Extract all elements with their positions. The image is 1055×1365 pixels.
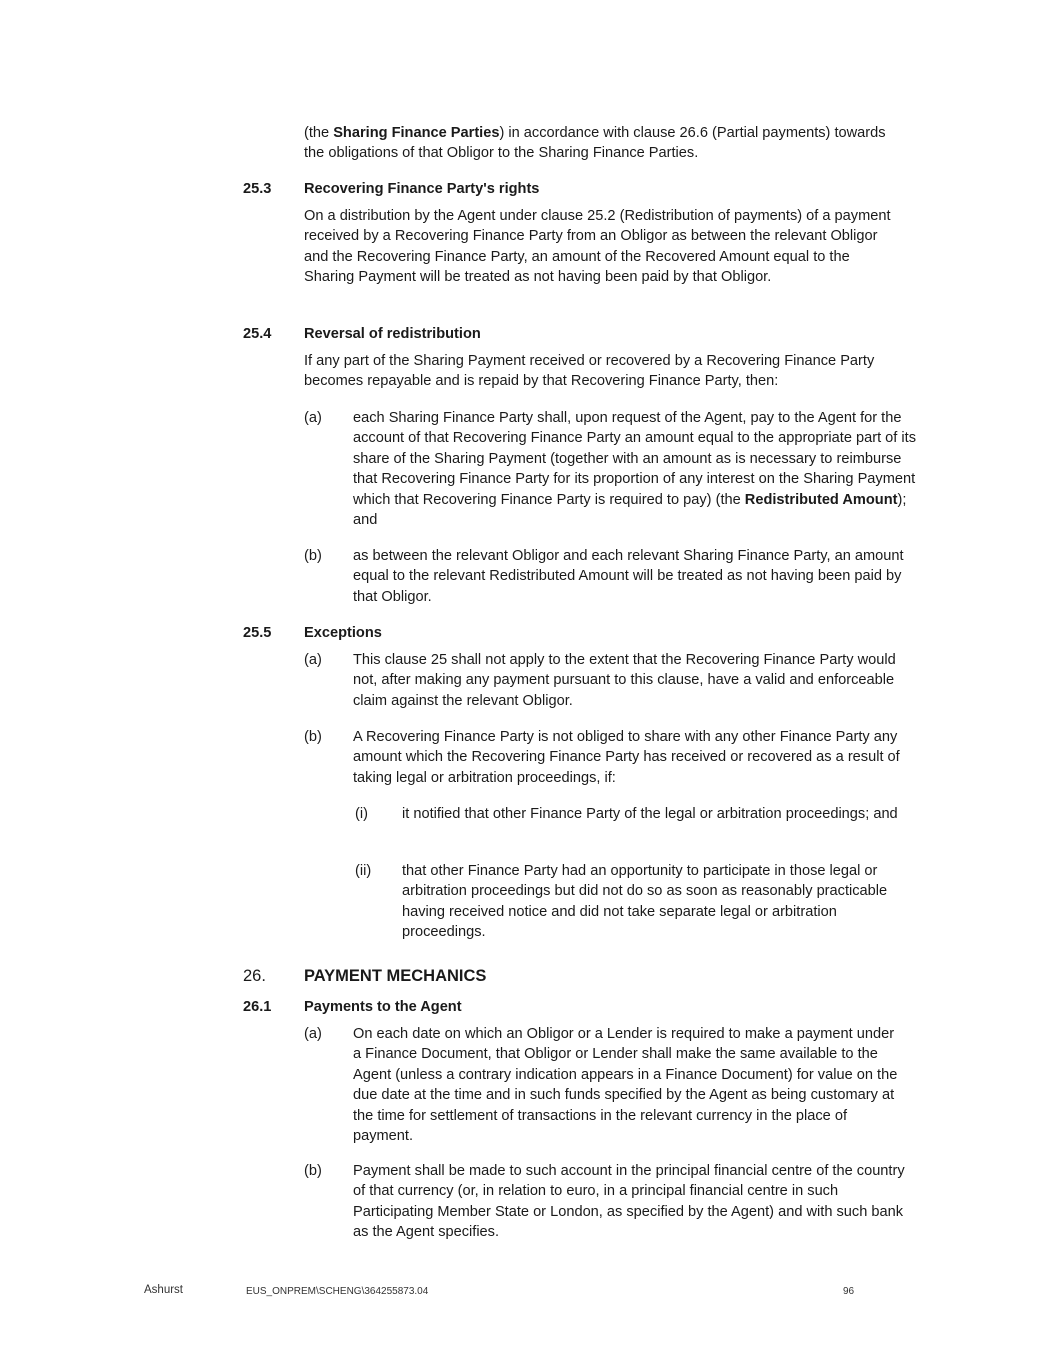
subclause-label: (b): [304, 548, 322, 564]
clause-paragraph: If any part of the Sharing Payment received or recovered by a Recovering Finance Party becomes repayable and is repaid by that Recovering Finance Party, then:: [304, 353, 875, 390]
sub-subclause-paragraph: it notified that other Finance Party of the legal or arbitration proceedings; and: [402, 806, 898, 822]
section-number: 26.: [243, 967, 266, 985]
clause-heading: Payments to the Agent: [304, 999, 462, 1015]
subclause-label: (a): [304, 410, 322, 426]
subclause-paragraph: as between the relevant Obligor and each relevant Sharing Finance Party, an amount equal to the relevant Redistributed Amount will be treated as not having been paid by that Obligor.: [353, 548, 904, 605]
clause-heading: Reversal of redistribution: [304, 326, 481, 342]
subclause-paragraph: A Recovering Finance Party is not obliged to share with any other Finance Party any amount which the Recovering Finance Party has received or recovered as a result of taking legal or arbitration proceedings, if:: [353, 729, 900, 786]
footer-doc-reference: EUS_ONPREM\SCHENG\364255873.04: [246, 1286, 429, 1297]
clause-heading: Recovering Finance Party's rights: [304, 181, 540, 197]
subclause-label: (b): [304, 729, 322, 745]
clause-heading: Exceptions: [304, 625, 382, 641]
clause-number: 25.4: [243, 326, 272, 342]
sub-subclause-paragraph: that other Finance Party had an opportunity to participate in those legal or arbitration proceedings but did not do so as soon as reasonably practicable having received notice and did not take separate legal or arbitration proceedings.: [402, 863, 888, 941]
subclause-label: (b): [304, 1163, 322, 1179]
clause-paragraph: On a distribution by the Agent under clause 25.2 (Redistribution of payments) of a payment received by a Recovering Finance Party from an Obligor as between the relevant Obligor and the Recovering Finance Party, an amount of the Recovered Amount equal to the Sharing Payment will be treated as not having been paid by that Obligor.: [304, 208, 891, 286]
clause-number: 25.5: [243, 625, 272, 641]
sub-subclause-label: (ii): [355, 863, 372, 879]
sub-subclause-label: (i): [355, 806, 368, 822]
defined-term: Redistributed Amount: [744, 491, 898, 508]
subclause-paragraph: each Sharing Finance Party shall, upon request of the Agent, pay to the Agent for the account of that Recovering Finance Party an amount equal to the appropriate part of its share of the Sharing Payment (together with an amount as is necessary to reimburse that Recovering Finance Party for its proportion of any interest on the Sharing Payment which that Recovering Finance Party is required to pay) (the Redistributed Amount); and: [353, 410, 917, 529]
page-number: 96: [843, 1286, 855, 1297]
footer-brand: Ashurst: [144, 1284, 183, 1296]
subclause-label: (a): [304, 652, 322, 668]
defined-term: Sharing Finance Parties: [333, 125, 500, 141]
subclause-paragraph: This clause 25 shall not apply to the extent that the Recovering Finance Party would not, after making any payment pursuant to this clause, have a valid and enforceable claim against the relevant Obligor.: [353, 652, 896, 709]
intro-paragraph: (the Sharing Finance Parties) in accordance with clause 26.6 (Partial payments) towards the obligations of that Obligor to the Sharing Finance Parties.: [304, 125, 886, 162]
section-title: PAYMENT MECHANICS: [304, 967, 487, 985]
subclause-paragraph: Payment shall be made to such account in the principal financial centre of the country of that currency (or, in relation to euro, in a principal financial centre in such Participating Member State or London, as specified by the Agent) and with such bank as the Agent specifies.: [353, 1163, 905, 1241]
subclause-paragraph: On each date on which an Obligor or a Lender is required to make a payment under a Finance Document, that Obligor or Lender shall make the same available to the Agent (unless a contrary indication appears in a Finance Document) for value on the due date at the time and in such funds specified by the Agent as being customary at the time for settlement of transactions in the relevant currency in the place of payment.: [353, 1026, 898, 1145]
clause-number: 25.3: [243, 181, 272, 197]
subclause-label: (a): [304, 1026, 322, 1042]
clause-number: 26.1: [243, 999, 272, 1015]
